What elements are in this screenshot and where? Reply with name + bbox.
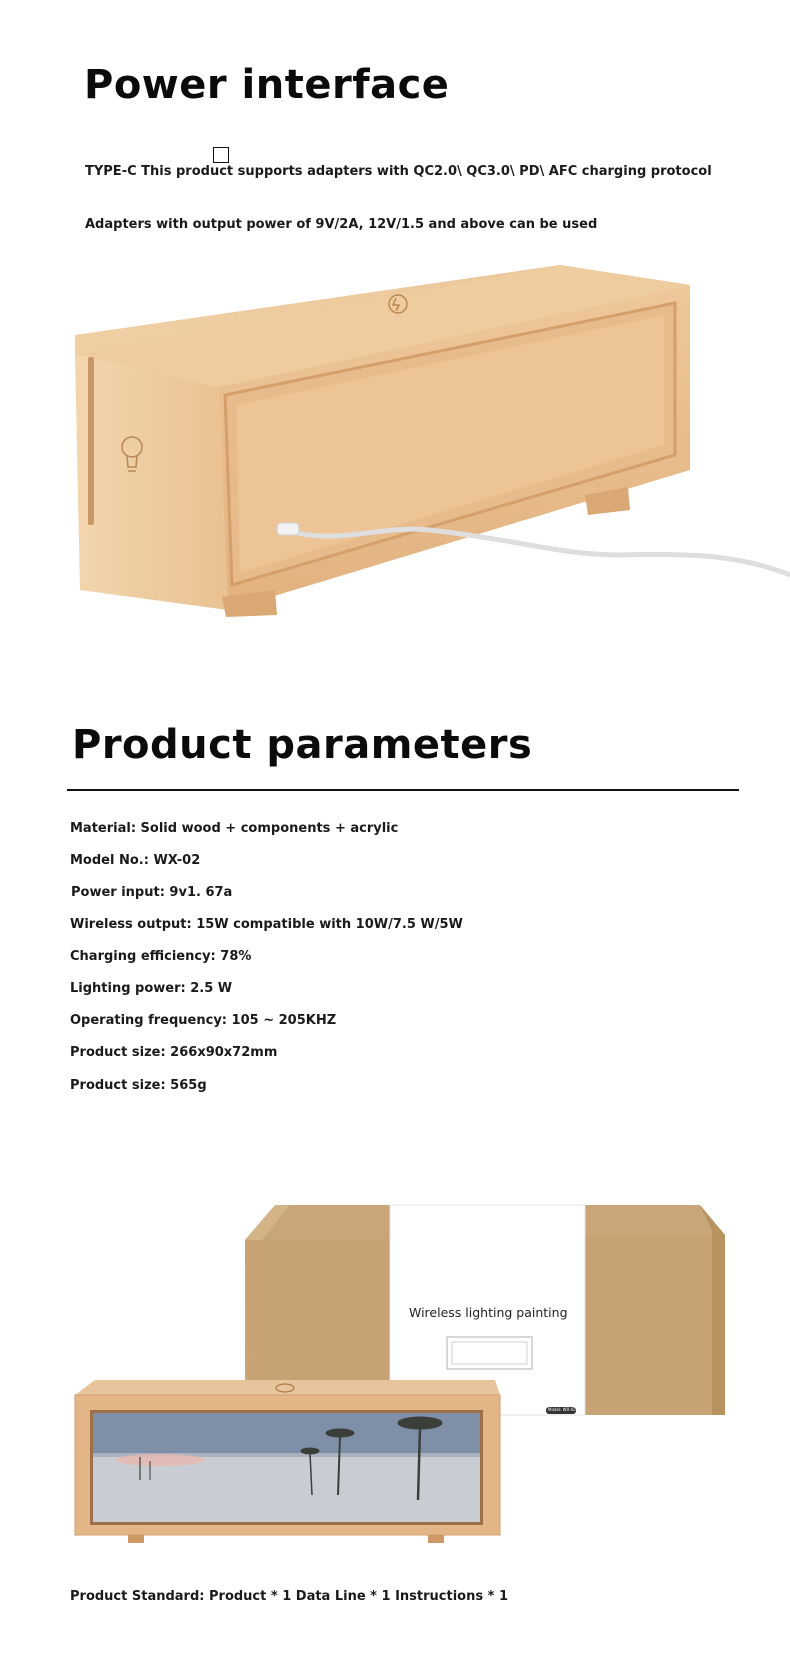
- box-label: Wireless lighting painting: [409, 1305, 568, 1320]
- wooden-lamp-side-image: [0, 255, 790, 630]
- box-model-label: Model: WX-02: [548, 1407, 576, 1412]
- param-model: Model No.: WX-02: [70, 853, 201, 868]
- power-interface-title: Power interface: [84, 62, 450, 108]
- param-product-weight: Product size: 565g: [70, 1078, 207, 1093]
- param-operating-frequency: Operating frequency: 105 ~ 205KHZ: [70, 1013, 337, 1028]
- checkbox[interactable]: [213, 147, 229, 163]
- section-divider: [67, 789, 739, 791]
- power-protocol-text: TYPE-C This product supports adapters with QC2.0\ QC3.0\ PD\ AFC charging protocol: [85, 164, 712, 179]
- param-lighting-power: Lighting power: 2.5 W: [70, 981, 233, 996]
- packaging-image: [0, 1195, 790, 1555]
- param-material: Material: Solid wood + components + acrylic: [70, 821, 399, 836]
- power-output-text: Adapters with output power of 9V/2A, 12V/1.5 and above can be used: [85, 217, 598, 232]
- param-power-input: Power input: 9v1. 67a: [71, 885, 233, 900]
- product-standard-text: Product Standard: Product * 1 Data Line * 1 Instructions * 1: [70, 1589, 508, 1604]
- param-charging-efficiency: Charging efficiency: 78%: [70, 949, 252, 964]
- param-wireless-output: Wireless output: 15W compatible with 10W/7.5 W/5W: [70, 917, 463, 932]
- product-parameters-title: Product parameters: [72, 722, 533, 768]
- param-product-size: Product size: 266x90x72mm: [70, 1045, 278, 1060]
